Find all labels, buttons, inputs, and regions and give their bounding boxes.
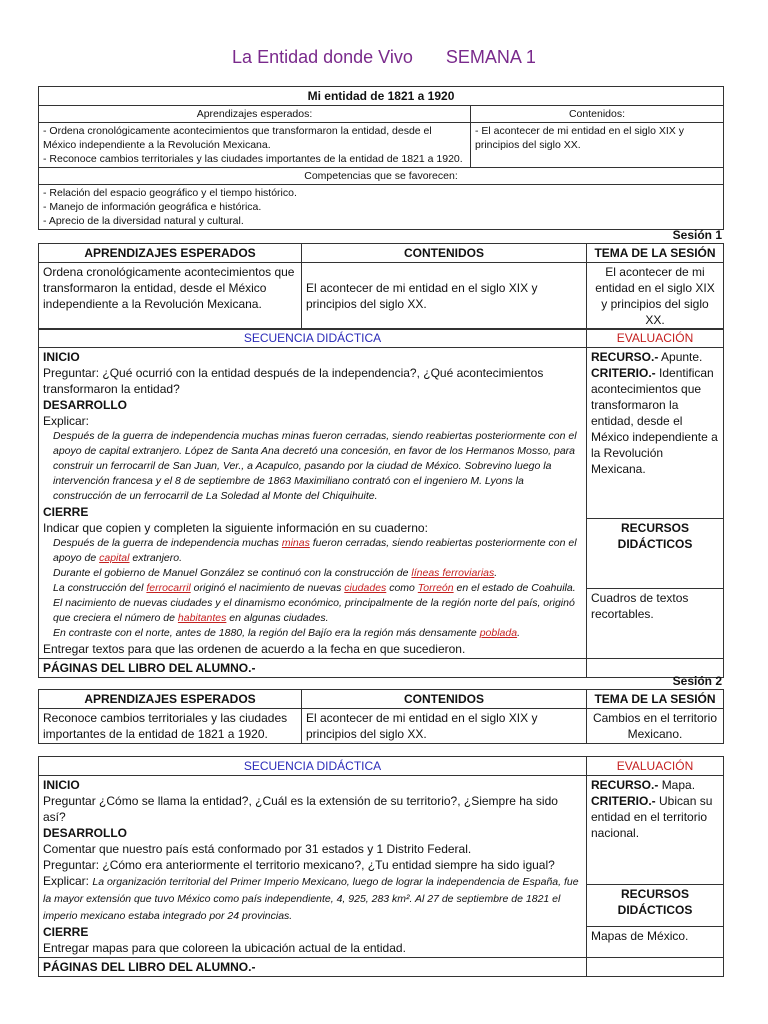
secuencia-header: SECUENCIA DIDÁCTICA bbox=[39, 329, 587, 348]
fill-in-text bbox=[43, 536, 582, 641]
competencias-header: Competencias que se favorecen: bbox=[39, 168, 724, 185]
paginas-label: PÁGINAS DEL LIBRO DEL ALUMNO.- bbox=[39, 659, 587, 678]
secuencia-body bbox=[39, 348, 587, 659]
sesion-1-label: Sesión 1 bbox=[672, 228, 722, 242]
contenidos-cell: - El acontecer de mi entidad en el siglo XIX y principios del siglo XX. bbox=[471, 123, 724, 168]
cierre-text: Indicar que copien y completen la siguiente información en su cuaderno: bbox=[43, 521, 428, 535]
fill-line: Durante el gobierno de Manuel González se continuó con la construcción de líneas ferroviarias. bbox=[53, 567, 498, 579]
col-contenidos: CONTENIDOS bbox=[302, 244, 587, 263]
explicar-label: Explicar: bbox=[43, 414, 90, 428]
desarrollo-label: DESARROLLO bbox=[43, 398, 127, 412]
recursos-text: Cuadros de textos recortables. bbox=[587, 589, 724, 659]
fill-line: El nacimiento de nuevas ciudades y el dinamismo económico, principalmente de la región norte del país, originó bbox=[53, 597, 575, 609]
secuencia-body-2: INICIO Preguntar ¿Cómo se llama la entidad?, ¿Cuál es la extensión de su territorio?, ¿Siempre ha sido así? DESARROLLO Comentar que nuestro país está conformado por 31 estados y 1 Distrito Federal. Preguntar: ¿Cómo era anteriormente el territorio mexicano?, ¿Tu entidad siempre ha sido igual? Explicar: La organización territorial del Primer Imperio Mexicano, luego de lograr la independencia de España, fue la mayor extensión que tuvo México como país independiente, 4, 925, 283 km². Al 27 de septiembre de 1821 el imperio mexicano estaba integrado por 24 provincias. CIERRE Entregar mapas para que coloreen la ubicación actual de la entidad. bbox=[39, 776, 587, 958]
overview-title: Mi entidad de 1821 a 1920 bbox=[39, 87, 724, 106]
fill-line: En contraste con el norte, antes de 1880, la región del Bajío era la región más densamente poblada. bbox=[53, 627, 520, 639]
sesion-2-label: Sesión 2 bbox=[672, 674, 722, 688]
competencias-cell: - Relación del espacio geográfico y el tiempo histórico. - Manejo de información geográfica e histórica. - Aprecio de la diversidad natural y cultural. bbox=[39, 185, 724, 230]
criterio-text: Identifican acontecimientos que transformaron la entidad, desde el México independiente a la Revolución Mexicana. bbox=[591, 366, 718, 476]
fill-line: La construcción del ferrocarril originó el nacimiento de nuevas ciudades como Torreón en el estado de Coahuila. bbox=[53, 582, 576, 594]
sesion-1-secuencia bbox=[38, 328, 724, 678]
overview-table bbox=[38, 86, 724, 230]
recursos-header: RECURSOS DIDÁCTICOS bbox=[587, 519, 724, 589]
inicio-label: INICIO bbox=[43, 350, 80, 364]
fill-line: que creciera el número de habitantes en algunas ciudades. bbox=[53, 612, 329, 624]
col-aprendizajes: APRENDIZAJES ESPERADOS bbox=[39, 244, 302, 263]
document-title: La Entidad donde Vivo bbox=[232, 47, 413, 67]
cierre-label: CIERRE bbox=[43, 505, 89, 519]
tema-text: El acontecer de mi entidad en el siglo XIX y principios del siglo XX. bbox=[587, 263, 724, 330]
page-title bbox=[0, 47, 768, 68]
fill-line: Después de la guerra de independencia muchas minas fueron cerradas, siendo reabiertas posteriormente con el bbox=[53, 537, 577, 549]
week-label: SEMANA 1 bbox=[445, 47, 536, 67]
evaluacion-header: EVALUACIÓN bbox=[587, 329, 724, 348]
inicio-text: Preguntar: ¿Qué ocurrió con la entidad después de la independencia?, ¿Qué acontecimientos transformaron la entidad? bbox=[43, 366, 544, 396]
explicar-text: Después de la guerra de independencia muchas minas fueron cerradas, siendo reabiertas posteriormente con el apoyo de capital extranjero. López de Santa Ana decretó una concesión, en favor de los Hermanos Mosso, para construir un ferrocarril de San Juan, Ver., a Acapulco, pasando por la ciudad de México. Sobrevino luego la intervención francesa y el 8 de septiembre de 1863 Maximiliano contrató con el ingeniero M. Lyons la construcción de un ferrocarril de La Soledad al Monte del Chiquihuite. bbox=[53, 430, 577, 502]
sesion-2-secuencia: SECUENCIA DIDÁCTICA EVALUACIÓN INICIO Preguntar ¿Cómo se llama la entidad?, ¿Cuál es la extensión de su territorio?, ¿Siempre ha sido así? DESARROLLO Comentar que nuestro país está conformado por 31 estados y 1 Distrito Federal. Preguntar: ¿Cómo era anteriormente el territorio mexicano?, ¿Tu entidad siempre ha sido igual? Explicar: La organización territorial del Primer Imperio Mexicano, luego de lograr la independencia de España, fue la mayor extensión que tuvo México como país independiente, 4, 925, 283 km². Al 27 de septiembre de 1821 el imperio mexicano estaba integrado por 24 provincias. CIERRE Entregar mapas para que coloreen la ubicación actual de la entidad. RECURSO.- Mapa. CRITERIO.- Ubican su entidad en el territorio nacional. RECURSOS DIDÁCTICOS Mapas de México. PÁGINAS DEL LIBRO DEL ALUMNO.- bbox=[38, 756, 724, 977]
sesion-2-table: APRENDIZAJES ESPERADOS CONTENIDOS TEMA DE LA SESIÓN Reconoce cambios territoriales y las ciudades importantes de la entidad de 1821 a 1920. El acontecer de mi entidad en el siglo XIX y principios del siglo XX. Cambios en el territorio Mexicano. bbox=[38, 689, 724, 744]
evaluacion-cell: RECURSO.- Apunte. CRITERIO.- Identifican acontecimientos que transformaron la entidad, desde el México independiente a la Revolución Mexicana. bbox=[587, 348, 724, 519]
col-tema: TEMA DE LA SESIÓN bbox=[587, 244, 724, 263]
contenido-text: El acontecer de mi entidad en el siglo XIX y principios del siglo XX. bbox=[302, 263, 587, 330]
contenidos-header: Contenidos: bbox=[471, 106, 724, 123]
entregar-text: Entregar textos para que las ordenen de acuerdo a la fecha en que sucedieron. bbox=[43, 642, 466, 656]
aprendizajes-cell: - Ordena cronológicamente acontecimientos que transformaron la entidad, desde el México independiente a la Revolución Mexicana. - Reconoce cambios territoriales y las ciudades importantes de la entidad de 1821 a 1920. bbox=[39, 123, 471, 168]
sesion-1-table bbox=[38, 243, 724, 330]
aprendizaje-text: Ordena cronológicamente acontecimientos que transformaron la entidad, desde el México independiente a la Revolución Mexicana. bbox=[39, 263, 302, 330]
aprendizajes-header: Aprendizajes esperados: bbox=[39, 106, 471, 123]
fill-line: apoyo de capital extranjero. bbox=[53, 552, 183, 564]
recurso-text: Apunte. bbox=[661, 350, 703, 364]
